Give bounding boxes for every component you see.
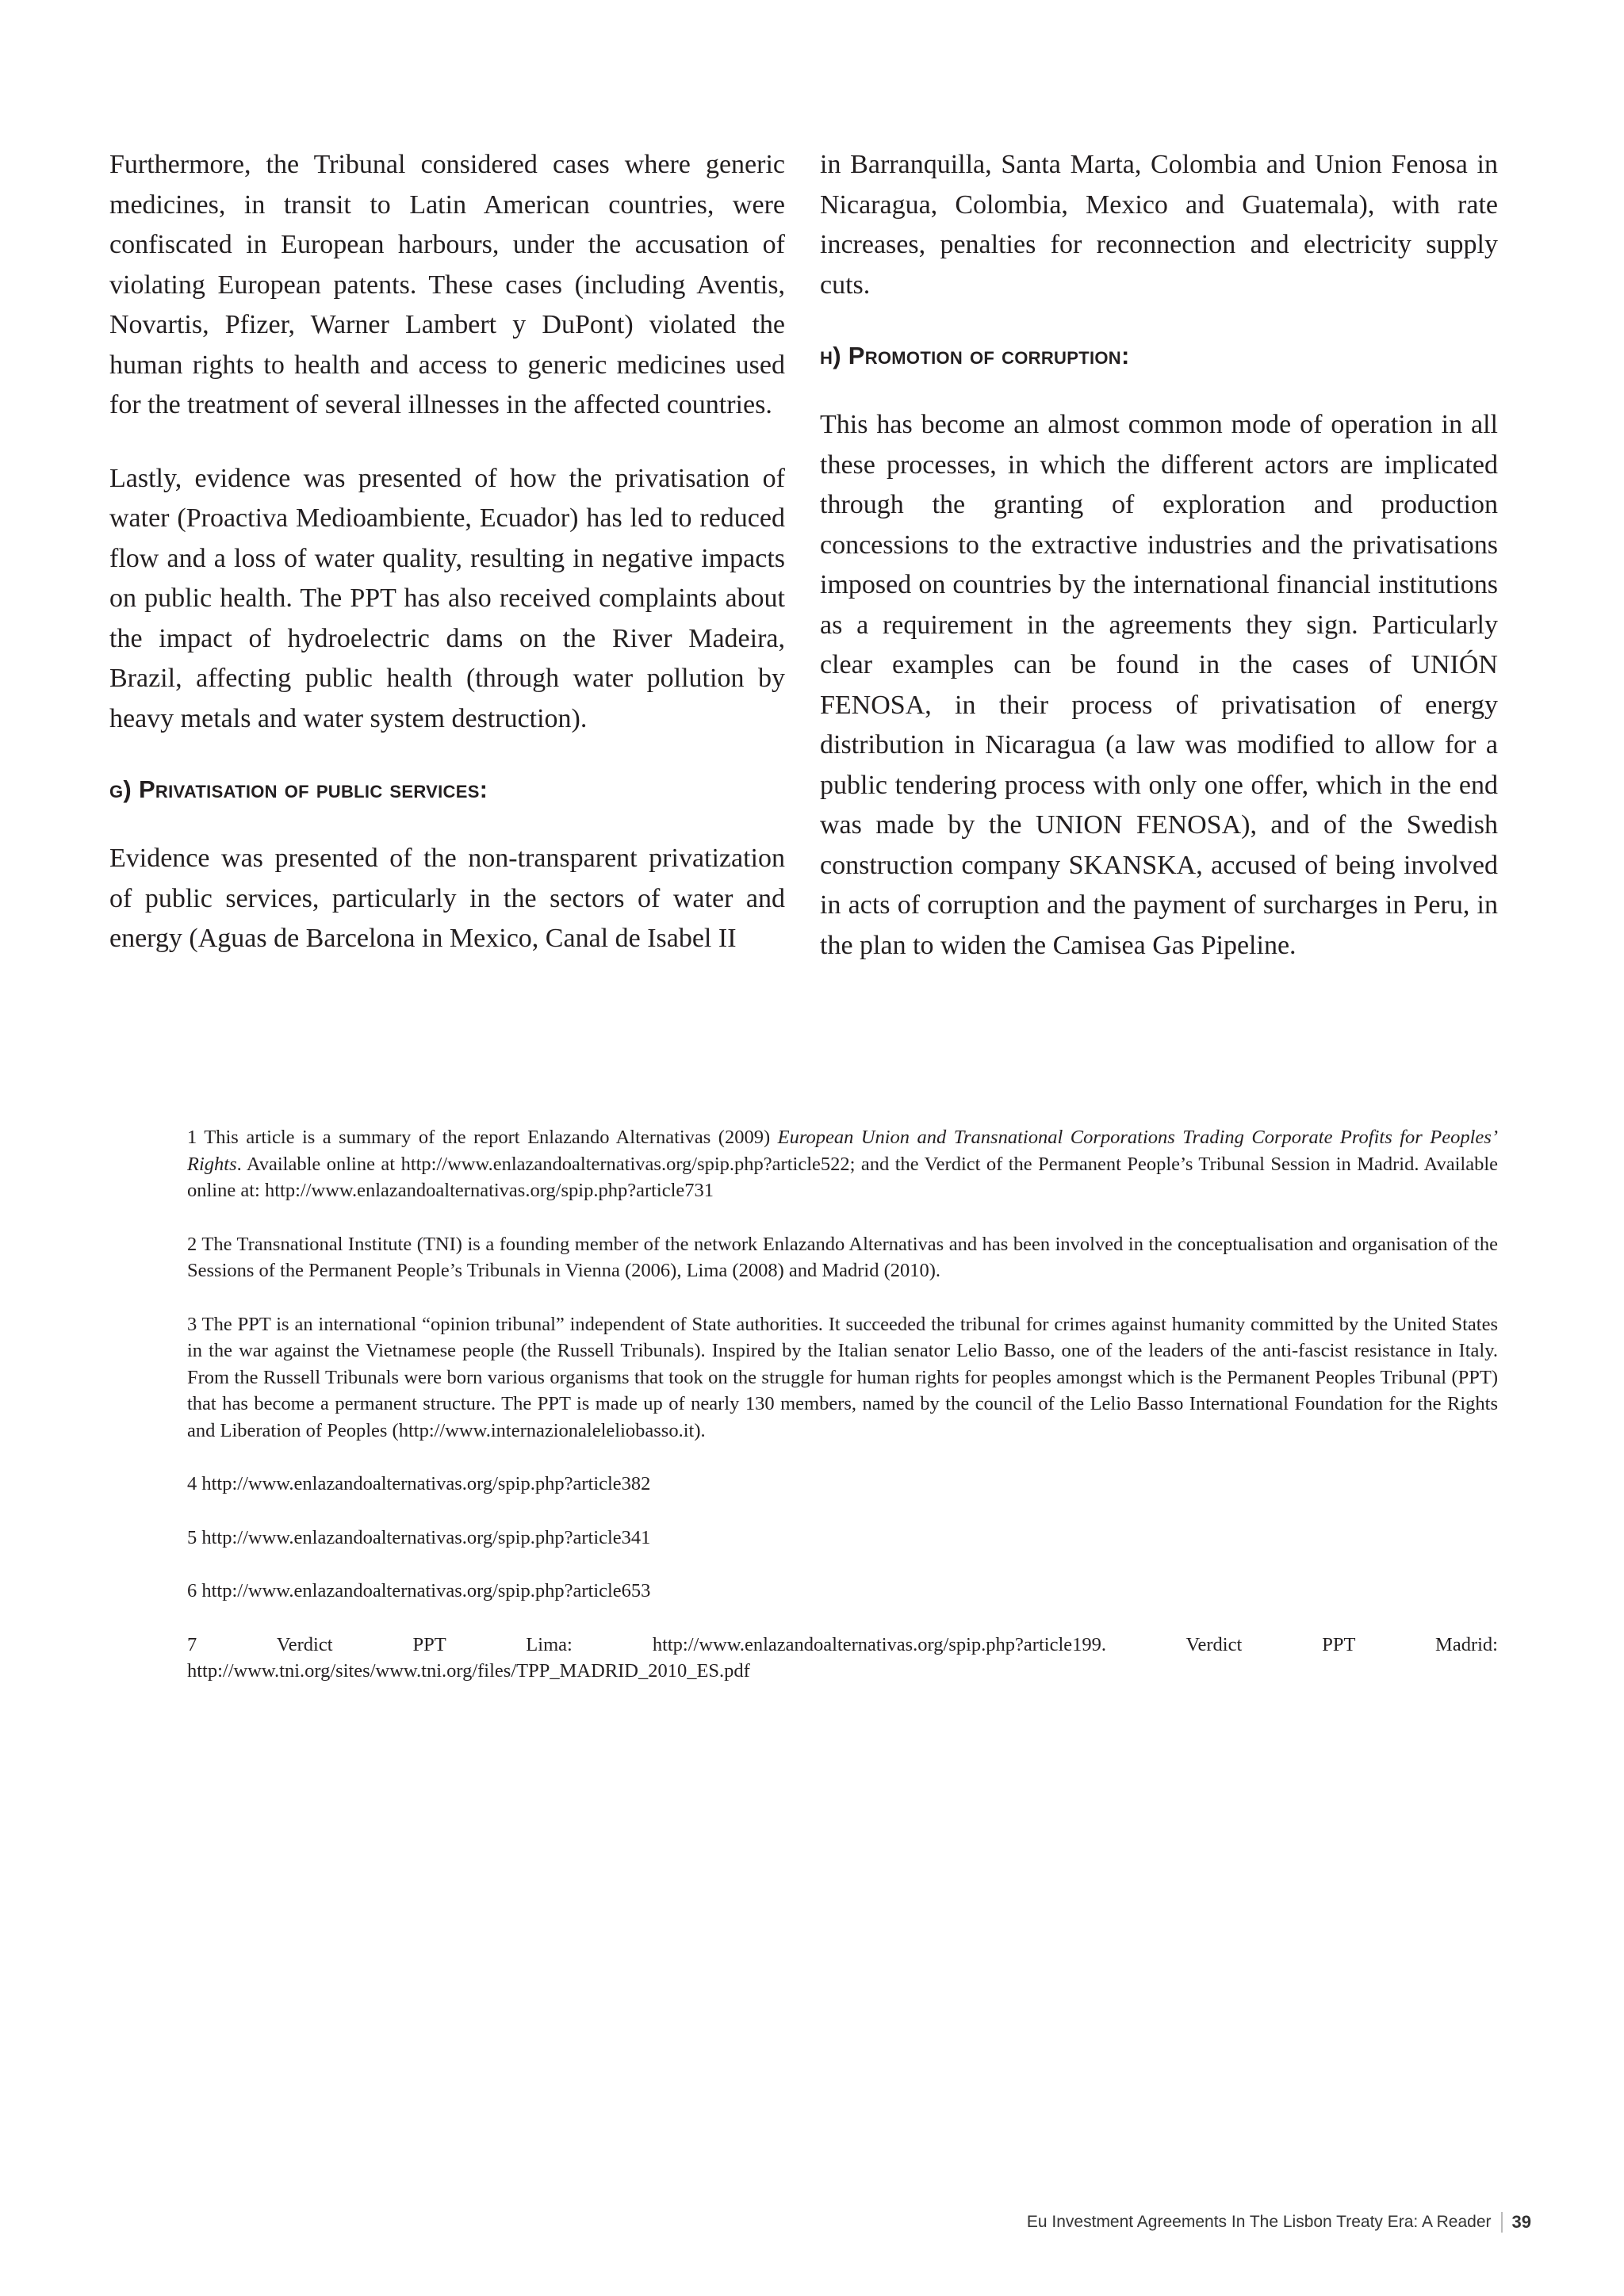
paragraph-water-privatisation: Lastly, evidence was presented of how the privatisation of water (Proactiva Medioambiente, Ecuador) has led to reduced flow and a loss of water quality, resulting in negative impacts on public health. The PPT has also received complaints about the impact of hydroelectric dams on the River Madeira, Brazil, affecting public health (through water pollution by heavy metals and water system destruction). [109,463,785,733]
section-heading-h: h) Promotion of corruption: [820,342,1130,369]
section-heading-g: g) Privatisation of public services: [109,775,488,803]
footnote-5: 5 http://www.enlazandoalternativas.org/spip.php?article341 [187,1526,651,1548]
paragraph-corruption: This has become an almost common mode of operation in all these processes, in which the different actors are implicated through the granting of exploration and production concessions to the extractive industries and the privatisations imposed on countries by the international financial institutions as a requirement in the agreements they sign. Particularly clear examples can be found in the cases of UNIÓN FENOSA, in their process of privatisation of energy distribution in Nicaragua (a law was modified to allow for a public tendering process with only one offer, which in the end was made by the UNION FENOSA), and of the Swedish construction company SKANSKA, accused of being involved in acts of corruption and the payment of surcharges in Peru, in the plan to widen the Camisea Gas Pipeline. [820,410,1498,960]
footnote-1-report-title: European Union and Transnational Corporations Trading Corporate Profits for Peoples’ Rights [187,1127,1498,1175]
page-number: 39 [1511,2212,1531,2232]
footer-divider [1501,2212,1503,2233]
footnotes-section [187,1124,1498,1712]
left-column [109,145,785,993]
footnote-7: 7 Verdict PPT Lima: http://www.enlazandoalternativas.org/spip.php?article199. Verdict PPT Madrid: http://www.tni.org/sites/www.tni.org/files/TPP_MADRID_2010_ES.pdf [187,1633,1498,1682]
paragraph-generic-medicines: Furthermore, the Tribunal considered cases where generic medicines, in transit to Latin American countries, were confiscated in European harbours, under the accusation of violating European patents. These cases (including Aventis, Novartis, Pfizer, Warner Lambert y DuPont) violated the human rights to health and access to generic medicines used for the treatment of several illnesses in the affected countries. [109,150,785,419]
footnote-4: 4 http://www.enlazandoalternativas.org/spip.php?article382 [187,1473,651,1494]
footnote-2: 2 The Transnational Institute (TNI) is a founding member of the network Enlazando Alternativas and has been involved in the conceptualisation and organisation of the Sessions of the Permanent People’s Tribunals in Vienna (2006), Lima (2008) and Madrid (2010). [187,1233,1498,1281]
paragraph-public-services: Evidence was presented of the non-transparent privatization of public services, particularly in the sectors of water and energy (Aguas de Barcelona in Mexico, Canal de Isabel II [109,844,785,953]
footnote-1 [187,1124,1498,1204]
footnote-1-text: 1 This article is a summary of the report Enlazando Alternativas (2009) [187,1127,778,1148]
footnote-1-links: . Available online at http://www.enlazandoalternativas.org/spip.php?article522; and the Verdict of the Permanent People’s Tribunal Session in Madrid. Available online at: http://www.enlazandoalternativas.org/spip.php?article731 [187,1153,1498,1201]
page-footer [1027,2212,1531,2233]
footer-title: Eu Investment Agreements In The Lisbon Treaty Era: A Reader [1026,2213,1492,2231]
paragraph-public-services-continued: in Barranquilla, Santa Marta, Colombia and Union Fenosa in Nicaragua, Colombia, Mexico and Guatemala), with rate increases, penalties for reconnection and electricity supply cuts. [820,150,1498,300]
footnote-3: 3 The PPT is an international “opinion tribunal” independent of State authorities. It succeeded the tribunal for crimes against humanity committed by the United States in the war against the Vietnamese people (the Russell Tribunals). Inspired by the Italian senator Lelio Basso, one of the leaders of the anti-fascist resistance in Italy. From the Russell Tribunals were born various organisms that took on the struggle for human rights for peoples amongst which is the Permanent Peoples Tribunal (PPT) that has become a permanent structure. The PPT is made up of nearly 130 members, named by the council of the Lelio Basso International Foundation for the Rights and Liberation of Peoples (http://www.internazionaleleliobasso.it). [187,1313,1498,1441]
right-column [820,145,1498,999]
footnote-6: 6 http://www.enlazandoalternativas.org/spip.php?article653 [187,1580,651,1601]
